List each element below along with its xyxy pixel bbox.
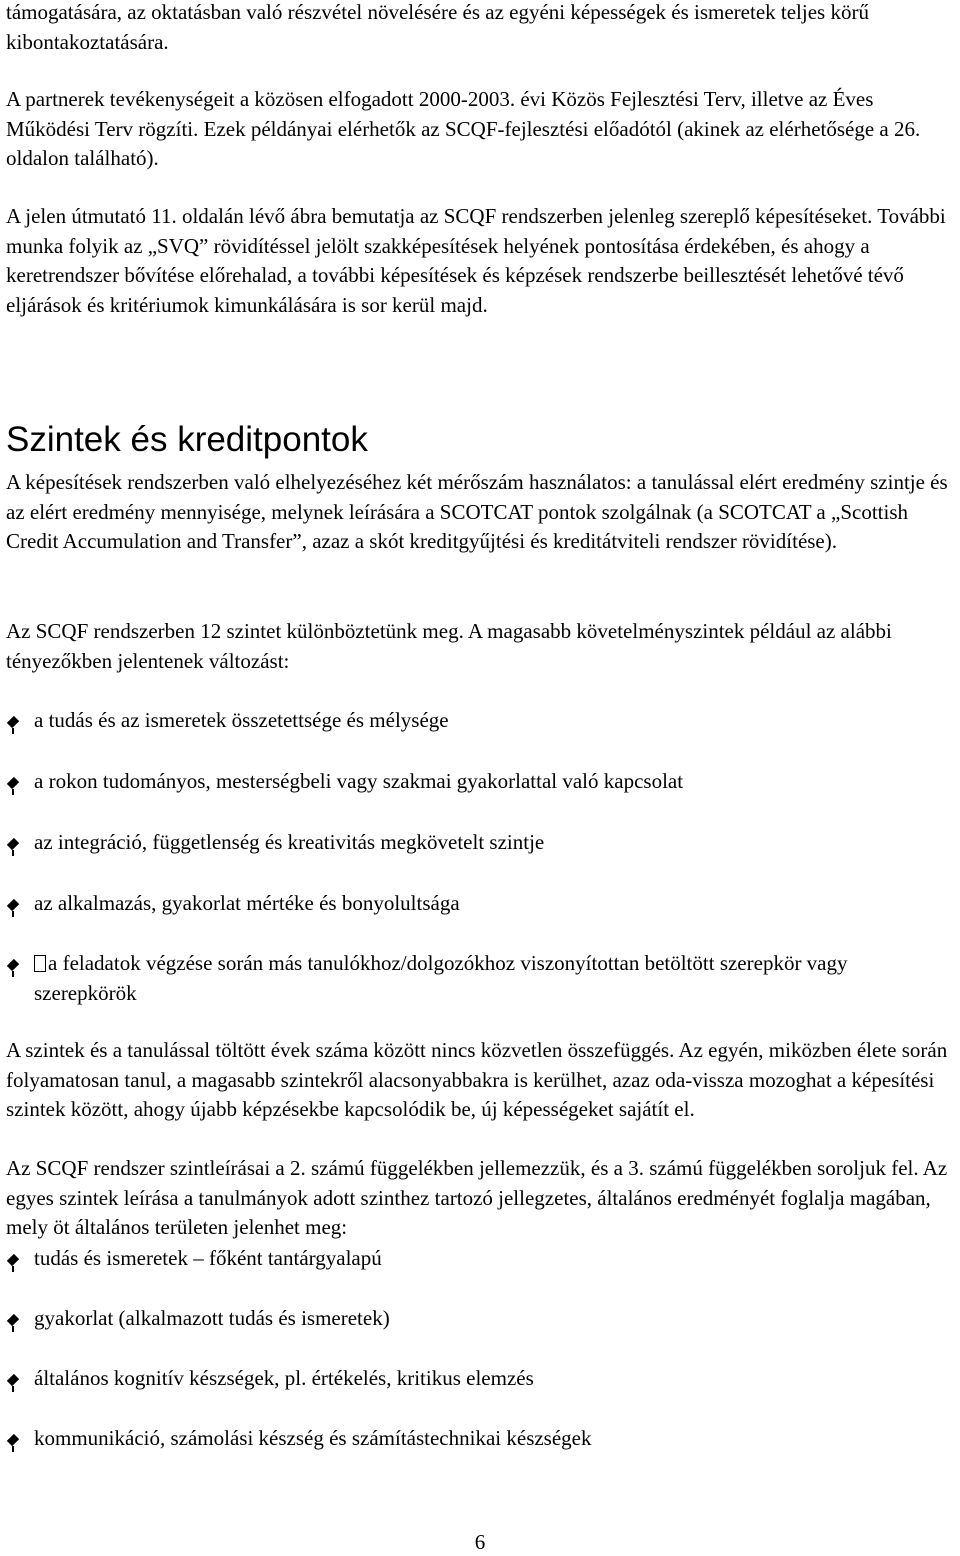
diamond-bullet-icon — [7, 1434, 19, 1446]
paragraph-continuation: támogatására, az oktatásban való részvétel növelésére és az egyéni képességek és ismeretek teljes körű kibontakoztatására. — [6, 0, 869, 54]
list-item: gyakorlat (alkalmazott tudás és ismeretek) — [6, 1304, 954, 1334]
missing-glyph-icon — [34, 955, 46, 972]
list-item: kommunikáció, számolási készség és számítástechnikai készségek — [6, 1424, 954, 1454]
diamond-bullet-icon — [7, 959, 19, 971]
diamond-bullet-icon — [7, 777, 19, 789]
diamond-bullet-icon — [7, 716, 19, 728]
list-item: az alkalmazás, gyakorlat mértéke és bonyolultsága — [6, 889, 954, 919]
diamond-bullet-icon — [7, 838, 19, 850]
list-item: a feladatok végzése során más tanulókhoz/dolgozókhoz viszonyítottan betöltött szerepkör vagy szerepkörök — [6, 949, 914, 1008]
paragraph-levels: Az SCQF rendszerben 12 szintet különböztetünk meg. A magasabb követelményszintek például az alábbi tényezőkben jelentenek változást: — [6, 619, 892, 673]
list-item: az integráció, függetlenség és kreativitás megkövetelt szintje — [6, 828, 954, 858]
list-item: a tudás és az ismeretek összetettsége és mélysége — [6, 706, 954, 736]
paragraph-measures: A képesítések rendszerben való elhelyezéséhez két mérőszám használatos: a tanulással elért eredmény szintje és az elért eredmény mennyisége, melynek leírására a SCOTCAT pontok szolgálnak (a SCOTCAT a „Scottish Credit Accumulation and Transfer”, azaz a skót kreditgyűjtési és kreditátviteli rendszer rövidítése). — [6, 470, 948, 554]
list-item: tudás és ismeretek – főként tantárgyalapú — [6, 1244, 954, 1274]
page-number: 6 — [474, 1530, 486, 1554]
diamond-bullet-icon — [7, 1254, 19, 1266]
list-item: általános kognitív készségek, pl. értékelés, kritikus elemzés — [6, 1364, 954, 1394]
diamond-bullet-icon — [7, 899, 19, 911]
diamond-bullet-icon — [7, 1314, 19, 1326]
paragraph-partners: A partnerek tevékenységeit a közösen elfogadott 2000-2003. évi Közös Fejlesztési Terv, illetve az Éves Működési Terv rögzíti. Ezek példányai elérhetők az SCQF-fejlesztési előadótól (akinek az elérhetősége a 26. oldalon található). — [6, 87, 921, 171]
paragraph-no-correlation: A szintek és a tanulással töltött évek száma között nincs közvetlen összefüggés. Az egyén, miközben élete során folyamatosan tanul, a magasabb szintekről alacsonyabbakra is kerülhet, azaz oda-vissza mozoghat a képesítési szintek között, ahogy újabb képzésekbe kapcsolódik be, új képességeket sajátít el. — [6, 1038, 948, 1122]
section-heading: Szintek és kreditpontok — [6, 420, 368, 459]
diamond-bullet-icon — [7, 1374, 19, 1386]
list-item: a rokon tudományos, mesterségbeli vagy szakmai gyakorlattal való kapcsolat — [6, 767, 954, 797]
paragraph-descriptors: Az SCQF rendszer szintleírásai a 2. számú függelékben jellemezzük, és a 3. számú függelékben soroljuk fel. Az egyes szintek leírása a tanulmányok adott szinthez tartozó jellegzetes, általános eredményét foglalja magában, mely öt általános területen jelenhet meg: — [6, 1156, 948, 1240]
paragraph-guide-figure: A jelen útmutató 11. oldalán lévő ábra bemutatja az SCQF rendszerben jelenleg szereplő képesítéseket. További munka folyik az „SVQ” rövidítéssel jelölt szakképesítések helyének pontosítása érdekében, és ahogy a keretrendszer bővítése előrehalad, a további képesítések és képzések rendszerbe beillesztését lehetővé tévő eljárások és kritériumok kimunkálására is sor kerül majd. — [6, 204, 946, 317]
